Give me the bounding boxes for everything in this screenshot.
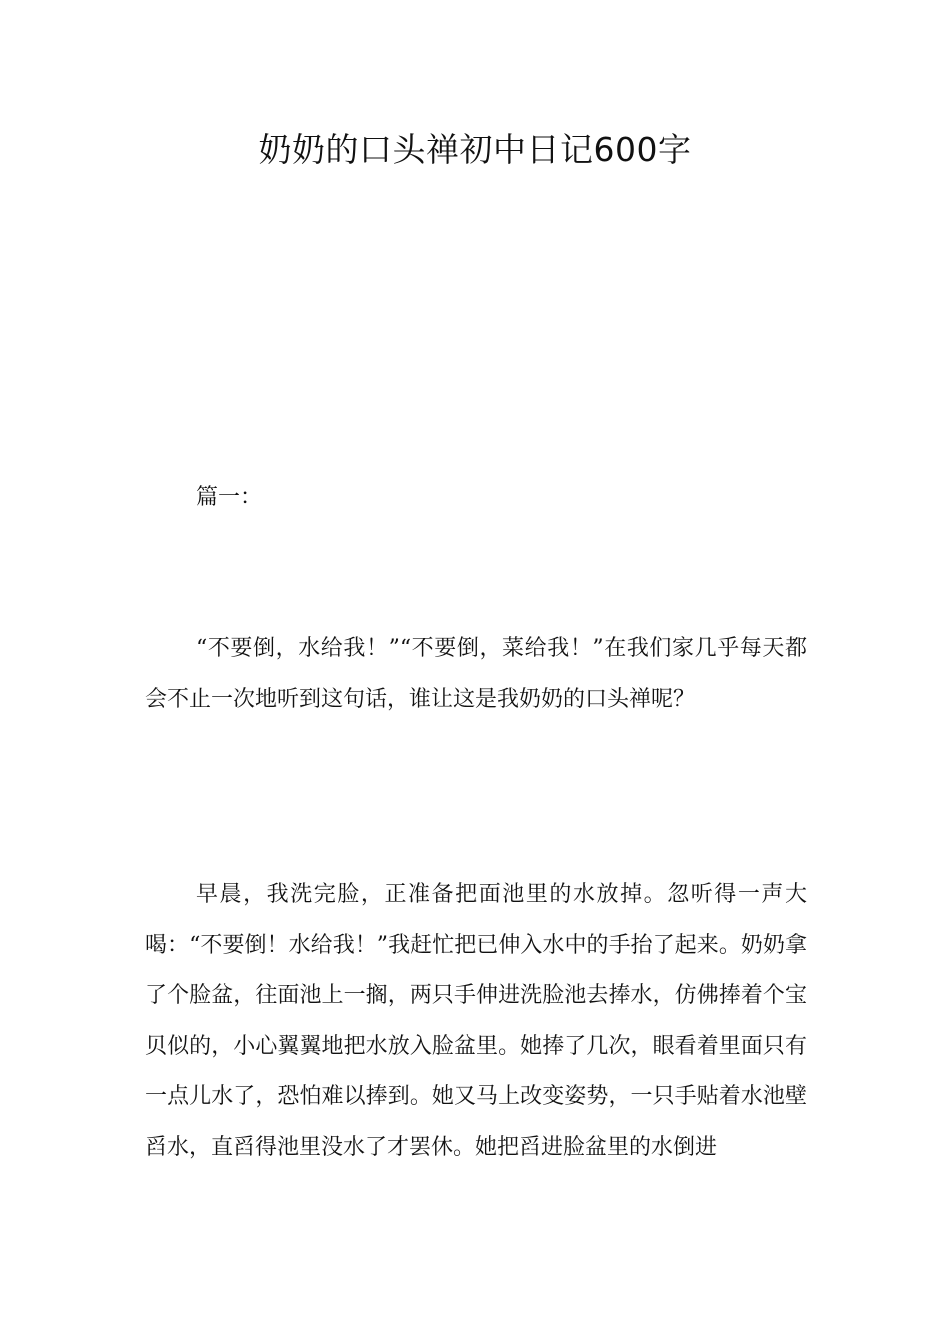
paragraph-2: 早晨，我洗完脸，正准备把面池里的水放掉。忽听得一声大喝：“不要倒！水给我！”我赶忙把已伸入水中的手抬了起来。奶奶拿了个脸盆，往面池上一搁，两只手伸进洗脸池去捧水，仿佛捧着个宝贝似的，小心翼翼地把水放入脸盆里。她捧了几次，眼看着里面只有一点儿水了，恐怕难以捧到。她又马上改变姿势，一只手贴着水池壁舀水，直舀得池里没水了才罢休。她把舀进脸盆里的水倒进 [145,882,807,1160]
document-title: 奶奶的口头禅初中日记600字 [258,130,692,169]
paragraph-1: “不要倒，水给我！”“不要倒，菜给我！”在我们家几乎每天都会不止一次地听到这句话，谁让这是我奶奶的口头禅呢？ [145,636,807,712]
section-label: 篇一： [196,485,263,510]
